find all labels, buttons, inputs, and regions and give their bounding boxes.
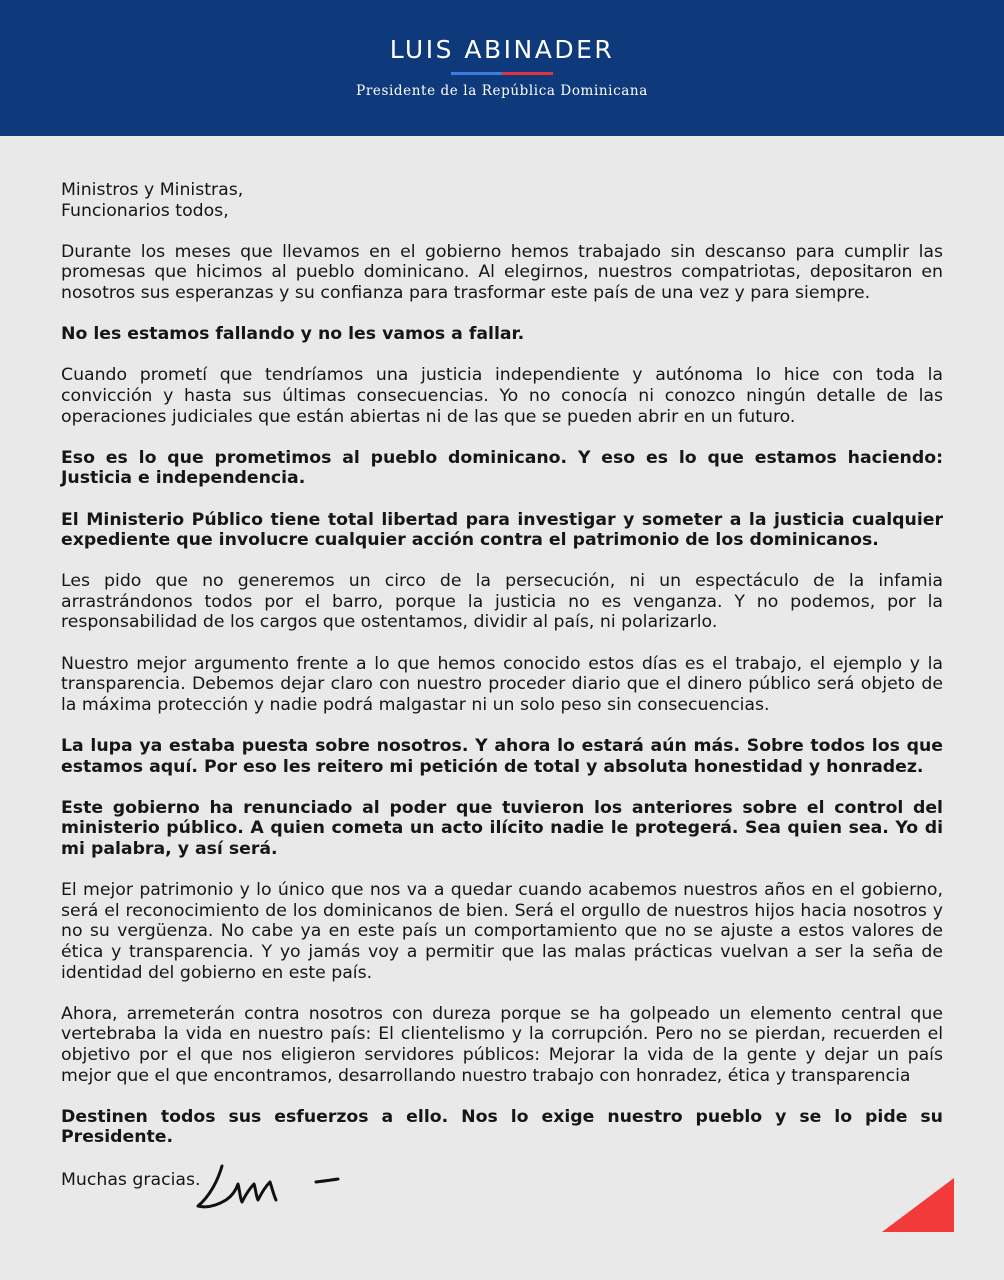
letter-closing: Muchas gracias. (61, 1170, 201, 1190)
letterhead-subtitle: Presidente de la República Dominicana (356, 83, 648, 99)
paragraph-8: La lupa ya estaba puesta sobre nosotros. Y ahora lo estará aún más. Sobre todos los que estamos aquí. Por eso les reitero mi petición de total y absoluta honestidad y honradez. (61, 736, 943, 777)
red-triangle-icon (882, 1178, 954, 1232)
letter-greeting (61, 180, 943, 221)
signature-icon (192, 1160, 352, 1216)
letterhead-name: LUIS ABINADER (389, 35, 615, 64)
letterhead-rule-red (502, 72, 553, 75)
paragraph-1: Durante los meses que llevamos en el gobierno hemos trabajado sin descanso para cumplir las promesas que hicimos al pueblo dominicano. Al elegirnos, nuestros compatriotas, depositaron en nosotros sus esperanzas y su confianza para trasformar este país de una vez y para siempre. (61, 241, 943, 303)
greeting-line-1: Ministros y Ministras, (61, 180, 244, 200)
paragraph-4: Eso es lo que prometimos al pueblo dominicano. Y eso es lo que estamos haciendo: Justicia e independencia. (61, 447, 943, 489)
paragraph-5: El Ministerio Público tiene total libertad para investigar y someter a la justicia cualquier expediente que involucre cualquier acción contra el patrimonio de los dominicanos. (61, 509, 943, 551)
letter-body (61, 180, 943, 1169)
paragraph-6: Les pido que no generemos un circo de la persecución, ni un espectáculo de la infamia arrastrándonos todos por el barro, porque la justicia no es venganza. Y no podemos, por la responsabilidad de los cargos que ostentamos, dividir al país, ni polarizarlo. (61, 571, 943, 633)
greeting-line-2: Funcionarios todos, (61, 200, 229, 221)
paragraph-2: No les estamos fallando y no les vamos a fallar. (61, 324, 525, 345)
letterhead-banner (0, 0, 1004, 136)
paragraph-3: Cuando prometí que tendríamos una justicia independiente y autónoma lo hice con toda la convicción y hasta sus últimas consecuencias. Yo no conocía ni conozco ningún detalle de las operaciones judiciales que están abiertas ni de las que se pueden abrir en un futuro. (61, 365, 943, 427)
paragraph-11: Ahora, arremeterán contra nosotros con dureza porque se ha golpeado un elemento central que vertebraba la vida en nuestro país: El clientelismo y la corrupción. Pero no se pierdan, recuerden el objetivo por el que nos eligieron servidores públicos: Mejorar la vida de la gente y dejar un país mejor que el que encontramos, desarrollando nuestro trabajo con honradez, ética y transparencia (61, 1003, 943, 1086)
paragraph-7: Nuestro mejor argumento frente a lo que hemos conocido estos días es el trabajo, el ejemplo y la transparencia. Debemos dejar claro con nuestro proceder diario que el dinero público será objeto de la máxima protección y nadie podrá malgastar ni un solo peso sin consecuencias. (61, 653, 943, 715)
paragraph-12: Destinen todos sus esfuerzos a ello. Nos lo exige nuestro pueblo y se lo pide su Presidente. (61, 1106, 943, 1148)
paragraph-9: Este gobierno ha renunciado al poder que tuvieron los anteriores sobre el control del ministerio público. A quien cometa un acto ilícito nadie le protegerá. Sea quien sea. Yo di mi palabra, y así será. (61, 797, 943, 859)
paragraph-10: El mejor patrimonio y lo único que nos va a quedar cuando acabemos nuestros años en el gobierno, será el reconocimiento de los dominicanos de bien. Será el orgullo de nuestros hijos hacia nosotros y no su vergüenza. No cabe ya en este país un comportamiento que no se ajuste a estos valores de ética y transparencia. Y yo jamás voy a permitir que las malas prácticas vuelvan a ser la seña de identidad del gobierno en este país. (61, 880, 943, 983)
letterhead-rule-blue (451, 72, 502, 75)
